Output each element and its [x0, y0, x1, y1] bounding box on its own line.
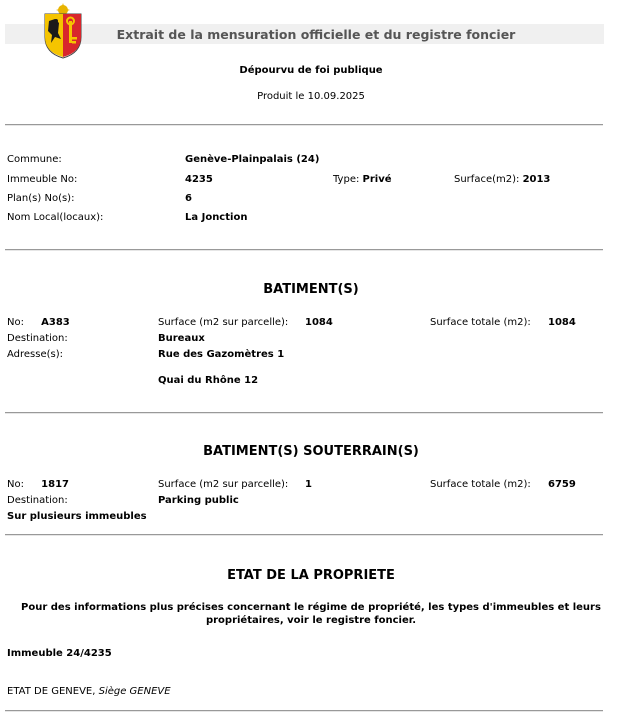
- souterrain-note: Sur plusieurs immeubles: [7, 511, 147, 522]
- propriete-title: ETAT DE LA PROPRIETE: [227, 568, 395, 583]
- divider: [5, 124, 603, 125]
- commune-value: Genève-Plainpalais (24): [185, 154, 320, 165]
- owner-siege: Siège GENEVE: [98, 686, 171, 697]
- souterrain-surface-parcelle-label: Surface (m2 sur parcelle):: [158, 479, 289, 490]
- immeuble-value: 4235: [185, 174, 213, 185]
- produced-date: Produit le 10.09.2025: [257, 91, 365, 102]
- batiment-adresse-1: Rue des Gazomètres 1: [158, 349, 285, 360]
- propriete-info-line1: Pour des informations plus précises concernant le régime de propriété, les types d'immeubles et leurs: [21, 602, 601, 613]
- batiment-destination-value: Bureaux: [158, 333, 205, 344]
- batiment-surface-parcelle-label: Surface (m2 sur parcelle):: [158, 317, 289, 328]
- surface-label: Surface(m2):: [454, 174, 520, 185]
- divider: [5, 534, 603, 535]
- divider: [5, 710, 603, 711]
- header-title: Extrait de la mensuration officielle et du registre foncier: [116, 27, 516, 42]
- batiment-surface-totale-label: Surface totale (m2):: [430, 317, 531, 328]
- divider: [5, 412, 603, 413]
- batiments-title: BATIMENT(S): [263, 282, 359, 297]
- owner-name: ETAT DE GENEVE,: [7, 686, 96, 697]
- batiment-surface-parcelle-value: 1084: [305, 317, 333, 328]
- type-label: Type:: [333, 174, 360, 185]
- batiment-destination-label: Destination:: [7, 333, 68, 344]
- propriete-immeuble: Immeuble 24/4235: [7, 648, 112, 659]
- plans-value: 6: [185, 193, 192, 204]
- souterrain-surface-parcelle-value: 1: [305, 479, 312, 490]
- disclaimer: Dépourvu de foi publique: [239, 65, 383, 76]
- souterrain-destination-value: Parking public: [158, 495, 239, 506]
- souterrain-no-value: 1817: [41, 479, 69, 490]
- nom-local-label: Nom Local(locaux):: [7, 212, 104, 223]
- divider: [5, 249, 603, 250]
- surface-value: 2013: [522, 174, 551, 185]
- souterrain-no-label: No:: [7, 479, 24, 490]
- batiment-adresse-2: Quai du Rhône 12: [158, 375, 259, 386]
- plans-label: Plan(s) No(s):: [7, 193, 75, 204]
- souterrain-surface-totale-value: 6759: [548, 479, 576, 490]
- souterrain-destination-label: Destination:: [7, 495, 68, 506]
- propriete-info-line2: propriétaires, voir le registre foncier.: [205, 615, 417, 626]
- batiment-no-label: No:: [7, 317, 24, 328]
- souterrain-surface-totale-label: Surface totale (m2):: [430, 479, 531, 490]
- nom-local-value: La Jonction: [185, 212, 248, 223]
- souterrains-title: BATIMENT(S) SOUTERRAIN(S): [203, 444, 419, 459]
- commune-label: Commune:: [7, 154, 62, 165]
- batiment-no-value: A383: [41, 317, 70, 328]
- batiment-adresse-label: Adresse(s):: [7, 349, 64, 360]
- batiment-surface-totale-value: 1084: [548, 317, 576, 328]
- immeuble-label: Immeuble No:: [7, 174, 78, 185]
- type-value: Privé: [362, 174, 392, 185]
